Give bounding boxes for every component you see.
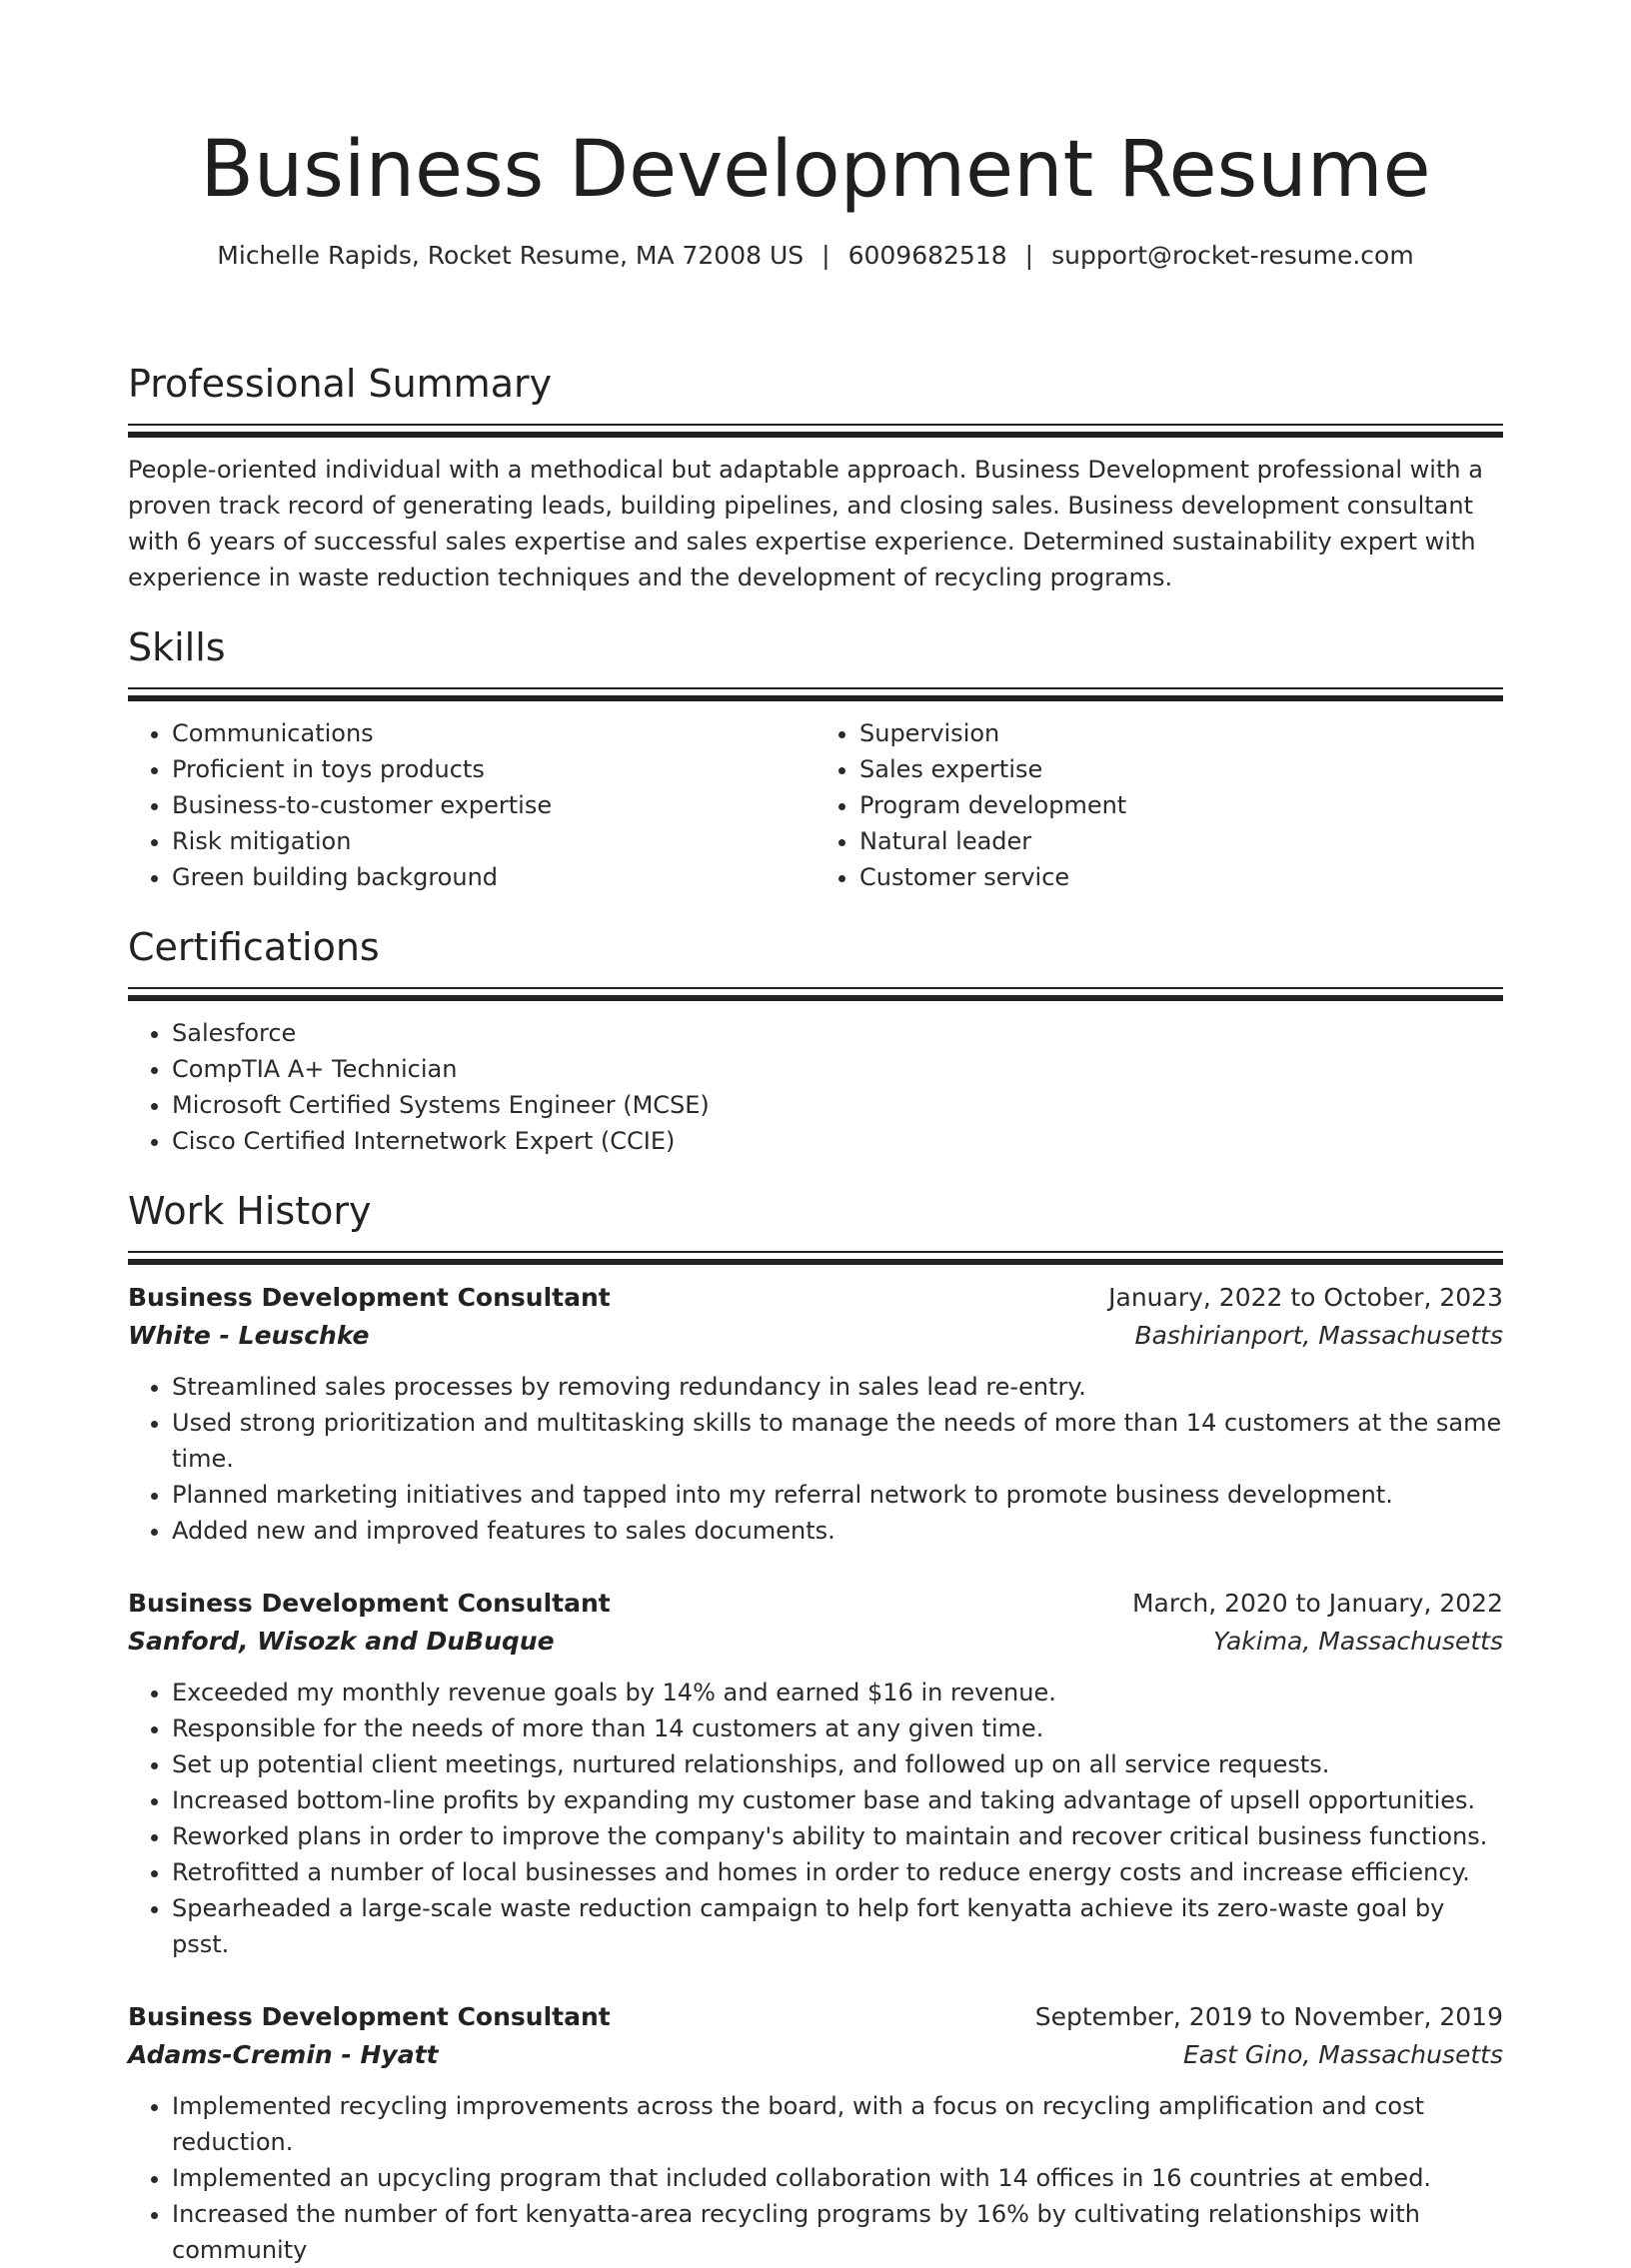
contact-phone: 6009682518 [847,241,1007,270]
summary-section [128,360,1503,595]
job-bullet: • Responsible for the needs of more than 14 customers at any given time. [172,1710,1503,1746]
job-bullets [128,1675,1503,1962]
job-bullet: • Retrofitted a number of local businesses and homes in order to reduce energy costs and increase efficiency. [172,1854,1503,1890]
section-divider [128,687,1503,701]
certifications-section [128,923,1503,1159]
job-company: Adams-Cremin - Hyatt [128,2040,439,2069]
skills-list-left [128,715,816,895]
skills-grid [128,715,1503,895]
contact-email[interactable]: support@rocket-resume.com [1051,241,1414,270]
job-bullet: • Planned marketing initiatives and tapped into my referral network to promote business development. [172,1477,1503,1513]
job-bullet: • Streamlined sales processes by removing redundancy in sales lead re-entry. [172,1369,1503,1405]
job-bullet: • Increased the number of fort kenyatta-area recycling programs by 16% by cultivating relationships with community [172,2196,1503,2268]
resume-header [128,120,1503,350]
skills-column-left [128,715,816,895]
job-dates: March, 2020 to January, 2022 [1131,1589,1503,1618]
skill-item: • Green building background [172,859,816,895]
skills-column-right [816,715,1503,895]
job-header-row [128,1585,1503,1623]
job-header-row [128,1279,1503,1317]
job-title: Business Development Consultant [128,2002,611,2031]
job-company: Sanford, Wisozk and DuBuque [128,1627,555,1656]
job-bullet: • Spearheaded a large-scale waste reduction campaign to help fort kenyatta achieve its zero-waste goal by psst. [172,1890,1503,1962]
skill-item: • Risk mitigation [172,823,816,859]
job-company: White - Leuschke [128,1321,370,1350]
job-bullets [128,2088,1503,2268]
skills-list-right [816,715,1503,895]
skill-item: • Proficient in toys products [172,751,816,787]
job-location: East Gino, Massachusetts [1183,2040,1503,2069]
resume-title: Business Development Resume [200,125,1431,215]
job-bullet: • Added new and improved features to sales documents. [172,1513,1503,1549]
job-bullet: • Used strong prioritization and multitasking skills to manage the needs of more than 14 customers at the same time. [172,1405,1503,1477]
skill-item: • Natural leader [859,823,1503,859]
contact-separator: | [1024,241,1034,270]
certifications-list-block [128,1015,1503,1159]
job-title: Business Development Consultant [128,1283,611,1312]
certification-item: • CompTIA A+ Technician [172,1051,1503,1087]
skill-item: • Sales expertise [859,751,1503,787]
job-title: Business Development Consultant [128,1589,611,1618]
job-bullet: • Increased bottom-line profits by expanding my customer base and taking advantage of upsell opportunities. [172,1782,1503,1818]
contact-separator: | [821,241,830,270]
section-divider [128,1251,1503,1265]
job-dates: January, 2022 to October, 2023 [1108,1283,1503,1312]
job-entry [128,1585,1503,1962]
work-history-heading: Work History [128,1189,372,1233]
job-location: Bashirianport, Massachusetts [1134,1321,1503,1350]
job-bullet: • Reworked plans in order to improve the company's ability to maintain and recover critical business functions. [172,1818,1503,1854]
section-divider [128,424,1503,438]
work-history-section [128,1187,1503,2268]
certification-item: • Microsoft Certified Systems Engineer (MCSE) [172,1087,1503,1123]
job-bullet: • Implemented recycling improvements across the board, with a focus on recycling amplification and cost reduction. [172,2088,1503,2160]
job-header-row [128,1998,1503,2036]
job-company-row [128,1623,1503,1661]
certifications-list [128,1015,1503,1159]
skill-item: • Customer service [859,859,1503,895]
skill-item: • Program development [859,787,1503,823]
job-bullet: • Exceeded my monthly revenue goals by 14% and earned $16 in revenue. [172,1675,1503,1710]
job-dates: September, 2019 to November, 2019 [1034,2002,1503,2031]
section-divider [128,987,1503,1001]
skills-heading: Skills [128,625,226,669]
contact-address: Michelle Rapids, Rocket Resume, MA 72008 US [217,241,805,270]
contact-line [128,238,1503,274]
summary-heading: Professional Summary [128,362,553,406]
certifications-heading: Certifications [128,925,380,969]
job-bullet: • Set up potential client meetings, nurtured relationships, and followed up on all service requests. [172,1746,1503,1782]
skill-item: • Business-to-customer expertise [172,787,816,823]
job-location: Yakima, Massachusetts [1212,1627,1503,1656]
job-entry [128,1279,1503,1549]
job-entry [128,1998,1503,2268]
skill-item: • Supervision [859,715,1503,751]
skills-section [128,623,1503,895]
job-bullets [128,1369,1503,1549]
job-bullet: • Implemented an upcycling program that included collaboration with 14 offices in 16 countries at embed. [172,2160,1503,2196]
job-company-row [128,2036,1503,2074]
summary-text: People-oriented individual with a methodical but adaptable approach. Business Development professional with a proven track record of generating leads, building pipelines, and closing sales. Business development consultant with 6 years of successful sales expertise and sales expertise experience. Determined sustainability expert with experience in waste reduction techniques and the development of recycling programs. [128,456,1483,591]
skill-item: • Communications [172,715,816,751]
job-company-row [128,1317,1503,1355]
certification-item: • Salesforce [172,1015,1503,1051]
certification-item: • Cisco Certified Internetwork Expert (CCIE) [172,1123,1503,1159]
